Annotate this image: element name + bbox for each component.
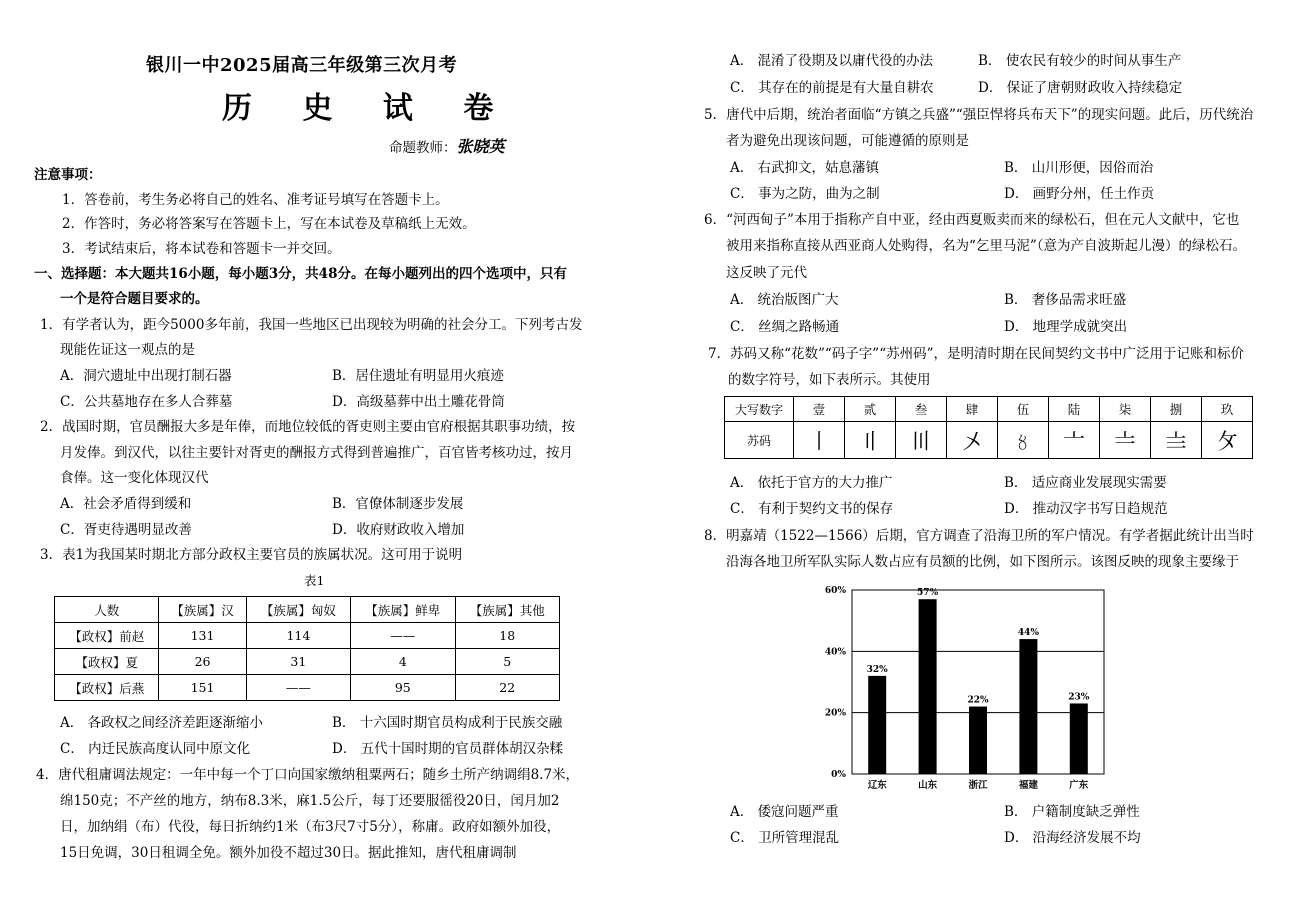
table-cell: 22 <box>455 675 559 701</box>
table-header: 大写数字 <box>725 397 794 422</box>
table-header: 苏码 <box>725 422 794 459</box>
q4-option-d[interactable]: D． 保证了唐朝财政收入持续稳定 <box>978 80 1183 96</box>
table-row <box>725 422 1253 459</box>
q1-option-d[interactable]: D．高级墓葬中出土雕花骨筒 <box>332 394 505 410</box>
q6-option-c[interactable]: C． 丝绸之路畅通 <box>730 319 840 335</box>
notice-item: 3．考试结束后，将本试卷和答题卡一并交回。 <box>62 241 341 257</box>
question-6-text: 6．“河西甸子”本用于指称产自中亚，经由西夏贩卖而来的绿松石，但在元人文献中，它也 <box>704 212 1240 228</box>
data-label: 23% <box>1068 692 1090 703</box>
table-header: 【族属】其他 <box>455 597 559 623</box>
table-row <box>55 675 560 701</box>
section-heading-cont: 一个是符合题目要求的。 <box>60 291 209 307</box>
table-header: 【族属】鲜卑 <box>351 597 455 623</box>
q8-option-d[interactable]: D． 沿海经济发展不均 <box>1004 830 1141 846</box>
q2-option-b[interactable]: B．官僚体制逐步发展 <box>332 496 464 512</box>
table-cell: 捌 <box>1151 397 1202 422</box>
table-row <box>55 623 560 649</box>
table-cell: —— <box>246 675 350 701</box>
question-4-text: 4．唐代租庸调法规定：一年中每一个丁口向国家缴纳租粟两石；随乡土所产纳调绢8.7米， <box>36 767 580 783</box>
table-row <box>725 397 1253 422</box>
q7-option-a[interactable]: A． 依托于官方的大力推广 <box>730 475 893 491</box>
q5-option-b[interactable]: B． 山川形便，因俗而治 <box>1004 160 1154 176</box>
q1-option-a[interactable]: A．洞穴遗址中出现打制石器 <box>60 368 232 384</box>
bar <box>868 676 886 774</box>
table-cell: —— <box>351 623 455 649</box>
q5-option-a[interactable]: A． 右武抑文，姑息藩镇 <box>730 160 880 176</box>
table-header: 人数 <box>55 597 159 623</box>
data-label: 44% <box>1017 628 1039 639</box>
table-row <box>55 649 560 675</box>
bar <box>1019 639 1037 774</box>
question-4-text: 绵150克；不产丝的地方，纳布8.3米，麻1.5公斤，每丁还要服徭役20日，闰月加2 <box>60 793 560 809</box>
q5-option-c[interactable]: C． 事为之防，曲为之制 <box>730 186 880 202</box>
question-7-text: 7．苏码又称“花数”“码子字”“苏州码”，是明清时期在民间契约文书中广泛用于记账和标价 <box>708 346 1244 362</box>
x-tick-label: 辽东 <box>867 780 887 791</box>
q7-option-b[interactable]: B． 适应商业发展现实需要 <box>1004 475 1167 491</box>
q3-option-c[interactable]: C． 内迁民族高度认同中原文化 <box>60 741 251 757</box>
q2-option-a[interactable]: A．社会矛盾得到缓和 <box>60 496 192 512</box>
bar <box>969 707 987 774</box>
table-cell: 26 <box>159 649 246 675</box>
data-label: 22% <box>967 695 989 706</box>
q2-option-d[interactable]: D．收府财政收入增加 <box>332 522 465 538</box>
suzhou-numeral: 〣 <box>896 422 947 459</box>
y-tick-label: 60% <box>824 586 846 596</box>
suzhou-numeral: 〦 <box>1049 422 1100 459</box>
q4-option-a[interactable]: A． 混淆了役期及以庸代役的办法 <box>730 53 934 69</box>
bar <box>919 599 937 774</box>
table-cell: 【政权】后燕 <box>55 675 159 701</box>
question-5-text: 5．唐代中后期，统治者面临“方镇之兵盛”“强臣悍将兵布天下”的现实问题。此后，历代统治 <box>704 107 1254 123</box>
suzhou-numeral: 〧 <box>1100 422 1151 459</box>
exam-subject-title: 历 史 试 卷 <box>222 91 514 126</box>
question-1-text: 现能佐证这一观点的是 <box>60 342 195 358</box>
table-cell: 贰 <box>845 397 896 422</box>
suzhou-numeral: 〨 <box>1151 422 1202 459</box>
bar <box>1070 703 1088 774</box>
table-cell: 伍 <box>998 397 1049 422</box>
table-cell: 95 <box>351 675 455 701</box>
table-header: 【族属】匈奴 <box>246 597 350 623</box>
table-cell: 叁 <box>896 397 947 422</box>
table-cell: 壹 <box>794 397 845 422</box>
q3-option-a[interactable]: A． 各政权之间经济差距逐渐缩小 <box>60 715 264 731</box>
table-cell: 5 <box>455 649 559 675</box>
suzhou-numeral: 〥 <box>998 422 1049 459</box>
table-cell: 柒 <box>1100 397 1151 422</box>
x-tick-label: 浙江 <box>968 780 988 791</box>
author-name: 张晓英 <box>456 137 505 156</box>
table-cell: 陆 <box>1049 397 1100 422</box>
suzhou-numeral: 〡 <box>794 422 845 459</box>
y-tick-label: 20% <box>824 708 846 719</box>
question-3-text: 3．表1为我国某时期北方部分政权主要官员的族属状况。这可用于说明 <box>40 547 463 563</box>
x-tick-label: 福建 <box>1018 780 1038 791</box>
bar-chart <box>814 582 1114 798</box>
suzhou-numeral: 〢 <box>845 422 896 459</box>
table-header: 【族属】汉 <box>159 597 246 623</box>
ethnicity-table <box>54 596 560 701</box>
q8-option-a[interactable]: A． 倭寇问题严重 <box>730 804 839 820</box>
q2-option-c[interactable]: C．胥吏待遇明显改善 <box>60 522 192 538</box>
q8-option-b[interactable]: B． 户籍制度缺乏弹性 <box>1004 804 1140 820</box>
notice-heading: 注意事项： <box>34 167 102 183</box>
author-line <box>389 138 505 157</box>
q6-option-b[interactable]: B． 奢侈品需求旺盛 <box>1004 292 1127 308</box>
data-label: 32% <box>866 664 888 675</box>
q4-option-b[interactable]: B． 使农民有较少的时间从事生产 <box>978 53 1182 69</box>
table-cell: 114 <box>246 623 350 649</box>
q3-option-d[interactable]: D． 五代十国时期的官员群体胡汉杂糅 <box>332 741 564 757</box>
q6-option-d[interactable]: D． 地理学成就突出 <box>1004 319 1128 335</box>
table-cell: 玖 <box>1202 397 1253 422</box>
q8-option-c[interactable]: C． 卫所管理混乱 <box>730 830 840 846</box>
q7-option-d[interactable]: D． 推动汉字书写日趋规范 <box>1004 501 1168 517</box>
q6-option-a[interactable]: A． 统治版图广大 <box>730 292 839 308</box>
question-4-text: 15日免调，30日租调全免。额外加役不超过30日。据此推知，唐代租庸调制 <box>60 845 517 861</box>
suzhou-numeral: 〩 <box>1202 422 1253 459</box>
suma-table <box>724 396 1253 459</box>
question-6-text: 被用来指称直接从西亚商人处购得，名为“乞里马泥”（意为产自波斯起儿漫）的绿松石。 <box>726 238 1247 254</box>
question-7-text: 的数字符号，如下表所示。其使用 <box>728 372 931 388</box>
question-2-text: 食俸。这一变化体现汉代 <box>60 470 209 486</box>
table-cell: 151 <box>159 675 246 701</box>
q4-option-c[interactable]: C． 其存在的前提是有大量自耕农 <box>730 80 934 96</box>
table-cell: 【政权】夏 <box>55 649 159 675</box>
x-tick-label: 山东 <box>918 780 938 791</box>
question-2-text: 月发俸。到汉代，以往主要针对胥吏的酬报方式得到普遍推广，百官皆考核功过，按月 <box>60 445 573 461</box>
exam-school-title: 银川一中2025届高三年级第三次月考 <box>146 55 458 76</box>
y-tick-label: 40% <box>824 647 846 658</box>
question-6-text: 这反映了元代 <box>726 265 807 281</box>
question-1-text: 1．有学者认为，距今5000多年前，我国一些地区已出现较为明确的社会分工。下列考古发 <box>40 317 583 333</box>
suzhou-numeral: 〤 <box>947 422 998 459</box>
q3-option-b[interactable]: B． 十六国时期官员构成利于民族交融 <box>332 715 563 731</box>
q7-option-c[interactable]: C． 有利于契约文书的保存 <box>730 501 894 517</box>
table-cell: 肆 <box>947 397 998 422</box>
table-cell: 【政权】前赵 <box>55 623 159 649</box>
data-label: 57% <box>917 588 939 599</box>
question-4-text: 日，加纳绢（布）代役，每日折纳约1米（布3尺7寸5分），称庸。政府如额外加役， <box>60 819 561 835</box>
table-cell: 4 <box>351 649 455 675</box>
table-cell: 18 <box>455 623 559 649</box>
q5-option-d[interactable]: D． 画野分州，任土作贡 <box>1004 186 1155 202</box>
y-tick-label: 0% <box>831 770 846 780</box>
author-label: 命题教师： <box>389 140 457 156</box>
notice-item: 2．作答时，务必将答案写在答题卡上，写在本试卷及草稿纸上无效。 <box>62 216 476 232</box>
table-cell: 31 <box>246 649 350 675</box>
table-caption: 表1 <box>304 573 325 588</box>
question-8-text: 8．明嘉靖（1522—1566）后期，官方调查了沿海卫所的军户情况。有学者据此统计出当时 <box>704 528 1254 544</box>
q1-option-c[interactable]: C．公共墓地存在多人合葬墓 <box>60 394 233 410</box>
x-tick-label: 广东 <box>1069 780 1089 791</box>
section-heading: 一、选择题：本大题共16小题，每小题3分，共48分。在每小题列出的四个选项中，只有 <box>34 266 567 282</box>
question-8-text: 沿海各地卫所军队实际人数占应有员额的比例，如下图所示。该图反映的现象主要缘于 <box>726 554 1239 570</box>
question-5-text: 者为避免出现该问题，可能遵循的原则是 <box>726 133 969 149</box>
q1-option-b[interactable]: B．居住遗址有明显用火痕迹 <box>332 368 504 384</box>
table-cell: 131 <box>159 623 246 649</box>
question-2-text: 2．战国时期，官员酬报大多是年俸，而地位较低的胥吏则主要由官府根据其职事功绩，按 <box>40 419 576 435</box>
notice-item: 1．答卷前，考生务必将自己的姓名、准考证号填写在答题卡上。 <box>62 192 449 208</box>
